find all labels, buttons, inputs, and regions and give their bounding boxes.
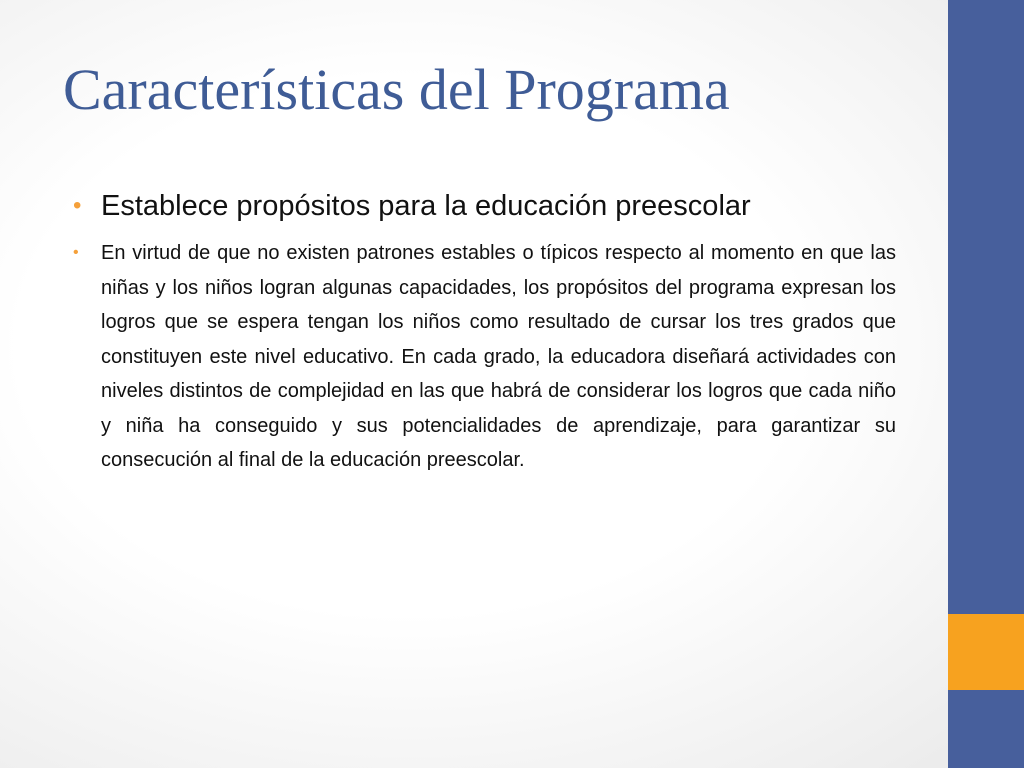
bullet-main: • Establece propósitos para la educación preescolar — [70, 188, 896, 224]
bullet-list — [70, 188, 896, 478]
bullet-detail: • En virtud de que no existen patrones estables o típicos respecto al momento en que las niñas y los niños logran algunas capacidades, los propósitos del programa expresan los logros que se espera tengan los niños como resultado de cursar los tres grados que constituyen este nivel educativo. En cada grado, la educadora diseñará actividades con niveles distintos de complejidad en las que habrá de considerar los logros que cada niño y niña ha conseguido y sus potencialidades de aprendizaje, para garantizar su consecución al final de la educación preescolar. — [70, 236, 896, 478]
slide-title: Características del Programa — [63, 57, 730, 122]
orange-accent-block — [948, 614, 1024, 690]
